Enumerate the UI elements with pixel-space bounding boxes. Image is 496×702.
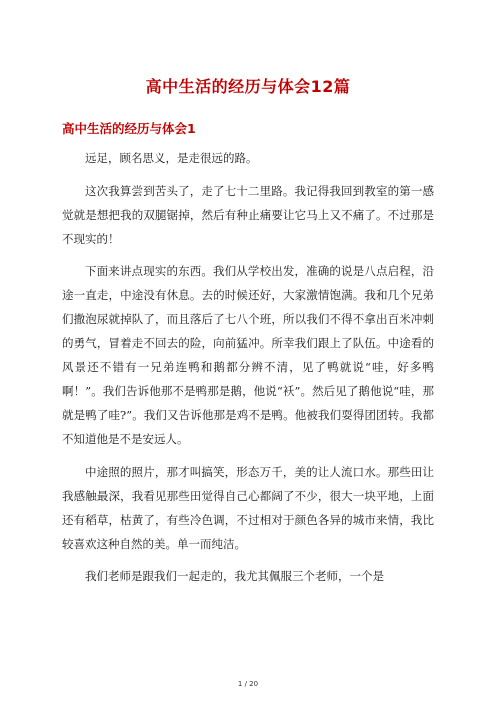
section-heading: 高中生活的经历与体会1 (62, 121, 196, 136)
paragraph-3: 下面来讲点现实的东西。我们从学校出发，准确的说是八点启程，沿途一直走，中途没有休息。去的时候还好，大家激情饱满。我和几个兄弟们撒泡尿就掉队了，而且落后了七八个班，所以我们不得不拿出百米冲刺的勇气，冒着走不回去的险，向前猛冲。所幸我们跟上了队伍。中途看的风景还不错有一兄弟连鸭和鹅都分辨不清，见了鸭就说“哇，好多鸭啊！”。我们告诉他那不是鸭那是鹅，他说“袄”。然后见了鹅他说“哇，那就是鸭了哇?”。我们又告诉他那是鸡不是鸭。他被我们耍得团团转。我都不知道他是不是安远人。 (62, 264, 434, 446)
paragraph-1: 远足，顾名思义，是走很远的路。 (85, 151, 258, 165)
body-text (62, 146, 434, 597)
document-title: 高中生活的经历与体会12篇 (145, 77, 351, 96)
paragraph-4: 中途照的照片，那才叫搞笑，形态万千，美的让人流口水。那些田让我感触最深，我看见那些田觉得自己心都阔了不少，很大一块平地，上面还有稻草，枯黄了，有些冷色调，不过相对于颜色各异的城市来情，我比较喜欢这种自然的美。单一而纯洁。 (62, 464, 434, 551)
paragraph-5: 我们老师是跟我们一起走的，我尤其佩服三个老师，一个是 (85, 569, 384, 583)
paragraph-2: 这次我算尝到苦头了，走了七十二里路。我记得我回到教室的第一感觉就是想把我的双腿锯掉，然后有种止痛要让它马上又不痛了。不过那是不现实的！ (62, 183, 434, 246)
page-number: 1 / 20 (237, 680, 259, 688)
